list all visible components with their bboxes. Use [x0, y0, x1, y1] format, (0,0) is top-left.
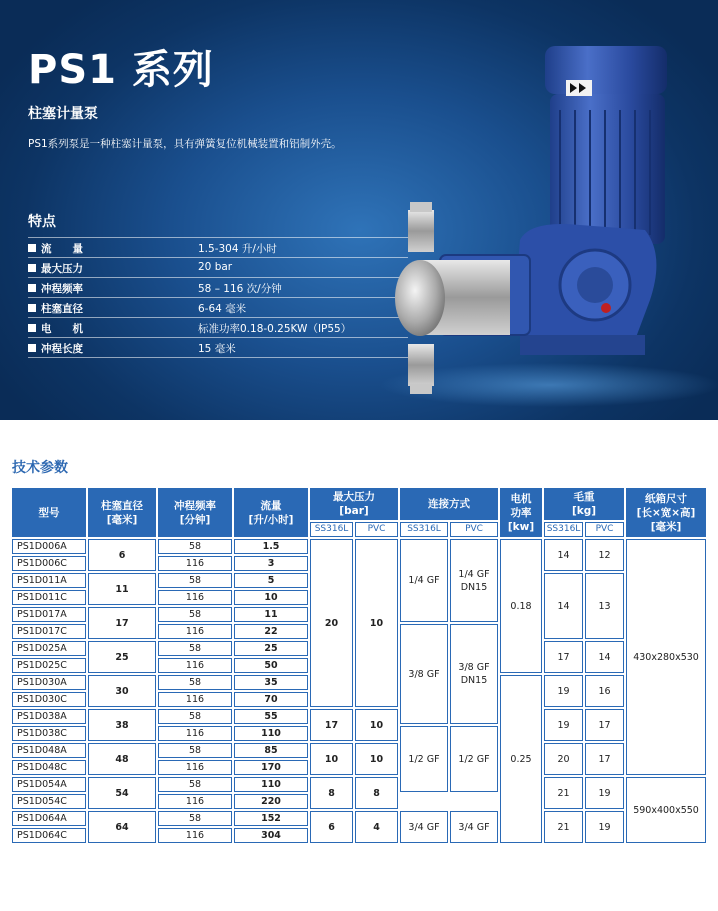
plunger-cell: 54	[88, 777, 156, 809]
model-cell: PS1D011A	[12, 573, 86, 588]
flow-cell: 170	[234, 760, 308, 775]
pressure-pvc-cell: 10	[355, 743, 398, 775]
flow-cell: 85	[234, 743, 308, 758]
motor-cell: 0.25	[500, 675, 542, 843]
model-cell: PS1D030A	[12, 675, 86, 690]
sub-header-ss316l: SS316L	[400, 522, 448, 537]
sub-header-pvc: PVC	[585, 522, 624, 537]
flow-cell: 35	[234, 675, 308, 690]
col-header-box: 纸箱尺寸 [长×宽×高] [毫米]	[626, 488, 706, 537]
model-cell: PS1D054C	[12, 794, 86, 809]
model-cell: PS1D038C	[12, 726, 86, 741]
freq-cell: 58	[158, 777, 232, 792]
conn-ss-cell: 1/4 GF	[400, 539, 448, 622]
conn-ss-cell: 1/2 GF	[400, 726, 448, 792]
model-cell: PS1D038A	[12, 709, 86, 724]
spec-section-title: 技术参数	[12, 460, 68, 476]
model-cell: PS1D048A	[12, 743, 86, 758]
col-header-plunger: 柱塞直径 [毫米]	[88, 488, 156, 537]
conn-pvc-cell: 1/4 GF DN15	[450, 539, 498, 622]
col-header-connection: 连接方式	[400, 488, 498, 520]
bullet-square-icon	[28, 304, 36, 312]
model-cell: PS1D054A	[12, 777, 86, 792]
weight-ss-cell: 14	[544, 539, 583, 571]
feature-row	[28, 277, 408, 297]
flow-cell: 152	[234, 811, 308, 826]
table-row	[12, 777, 706, 792]
pressure-ss-cell: 20	[310, 539, 353, 707]
bullet-square-icon	[28, 244, 36, 252]
plunger-cell: 17	[88, 607, 156, 639]
freq-cell: 116	[158, 590, 232, 605]
plunger-cell: 11	[88, 573, 156, 605]
plunger-cell: 38	[88, 709, 156, 741]
table-row	[12, 811, 706, 826]
flow-cell: 110	[234, 726, 308, 741]
model-cell: PS1D006A	[12, 539, 86, 554]
model-cell: PS1D006C	[12, 556, 86, 571]
flow-cell: 55	[234, 709, 308, 724]
freq-cell: 58	[158, 675, 232, 690]
model-cell: PS1D064C	[12, 828, 86, 843]
freq-cell: 58	[158, 709, 232, 724]
model-cell: PS1D048C	[12, 760, 86, 775]
flow-cell: 50	[234, 658, 308, 673]
weight-pvc-cell: 17	[585, 709, 624, 741]
col-header-flow: 流量 [升/小时]	[234, 488, 308, 537]
weight-ss-cell: 20	[544, 743, 583, 775]
col-header-weight: 毛重 [kg]	[544, 488, 624, 520]
table-row	[12, 743, 706, 758]
flow-cell: 5	[234, 573, 308, 588]
plunger-cell: 48	[88, 743, 156, 775]
flow-cell: 304	[234, 828, 308, 843]
flow-cell: 25	[234, 641, 308, 656]
pressure-pvc-cell: 8	[355, 777, 398, 809]
model-cell: PS1D017C	[12, 624, 86, 639]
pressure-ss-cell: 17	[310, 709, 353, 741]
feature-label: 流 量	[41, 243, 83, 255]
plunger-cell: 25	[88, 641, 156, 673]
box-cell: 590x400x550	[626, 777, 706, 843]
freq-cell: 58	[158, 539, 232, 554]
pressure-pvc-cell: 4	[355, 811, 398, 843]
pressure-pvc-cell: 10	[355, 709, 398, 741]
feature-row	[28, 257, 408, 277]
weight-pvc-cell: 19	[585, 777, 624, 809]
feature-row	[28, 237, 408, 257]
weight-ss-cell: 21	[544, 777, 583, 809]
weight-pvc-cell: 19	[585, 811, 624, 843]
freq-cell: 58	[158, 811, 232, 826]
feature-label: 最大压力	[41, 263, 83, 275]
model-cell: PS1D017A	[12, 607, 86, 622]
feature-value: 20 bar	[198, 261, 233, 273]
feature-label: 冲程频率	[41, 283, 83, 295]
col-header-motor: 电机 功率 [kw]	[500, 488, 542, 537]
flow-cell: 3	[234, 556, 308, 571]
weight-pvc-cell: 13	[585, 573, 624, 639]
conn-ss-cell: 3/4 GF	[400, 811, 448, 843]
weight-pvc-cell: 17	[585, 743, 624, 775]
feature-label: 冲程长度	[41, 343, 83, 355]
sub-header-ss316l: SS316L	[310, 522, 353, 537]
spec-table	[10, 486, 708, 845]
freq-cell: 116	[158, 556, 232, 571]
freq-cell: 58	[158, 573, 232, 588]
flow-cell: 11	[234, 607, 308, 622]
conn-ss-cell: 3/8 GF	[400, 624, 448, 724]
model-cell: PS1D030C	[12, 692, 86, 707]
freq-cell: 116	[158, 794, 232, 809]
freq-cell: 116	[158, 624, 232, 639]
feature-row	[28, 337, 408, 358]
pressure-ss-cell: 10	[310, 743, 353, 775]
weight-ss-cell: 14	[544, 573, 583, 639]
feature-row	[28, 297, 408, 317]
model-cell: PS1D025A	[12, 641, 86, 656]
freq-cell: 58	[158, 607, 232, 622]
freq-cell: 116	[158, 726, 232, 741]
pressure-pvc-cell: 10	[355, 539, 398, 707]
feature-value: 15 毫米	[198, 343, 236, 355]
pressure-ss-cell: 8	[310, 777, 353, 809]
weight-ss-cell: 19	[544, 675, 583, 707]
feature-label: 柱塞直径	[41, 303, 83, 315]
pump-product-image	[380, 40, 718, 420]
weight-ss-cell: 19	[544, 709, 583, 741]
product-subtitle: 柱塞计量泵	[28, 106, 98, 122]
weight-ss-cell: 21	[544, 811, 583, 843]
flow-cell: 70	[234, 692, 308, 707]
freq-cell: 116	[158, 658, 232, 673]
sub-header-ss316l: SS316L	[544, 522, 583, 537]
plunger-cell: 6	[88, 539, 156, 571]
sub-header-pvc: PVC	[450, 522, 498, 537]
col-header-model: 型号	[12, 488, 86, 537]
col-header-frequency: 冲程频率 [分钟]	[158, 488, 232, 537]
flow-cell: 10	[234, 590, 308, 605]
sub-header-pvc: PVC	[355, 522, 398, 537]
freq-cell: 116	[158, 760, 232, 775]
freq-cell: 58	[158, 641, 232, 656]
bullet-square-icon	[28, 324, 36, 332]
bullet-square-icon	[28, 284, 36, 292]
plunger-cell: 30	[88, 675, 156, 707]
feature-label: 电 机	[41, 323, 83, 335]
feature-row	[28, 317, 408, 337]
motor-cell: 0.18	[500, 539, 542, 673]
table-row	[12, 709, 706, 724]
weight-ss-cell: 17	[544, 641, 583, 673]
feature-value: 1.5-304 升/小时	[198, 243, 277, 255]
conn-pvc-cell: 3/8 GF DN15	[450, 624, 498, 724]
product-description: PS1系列泵是一种柱塞计量泵，具有弹簧复位机械装置和铝制外壳。	[28, 138, 342, 150]
bullet-square-icon	[28, 344, 36, 352]
bullet-square-icon	[28, 264, 36, 272]
features-list	[28, 237, 408, 358]
conn-pvc-cell: 3/4 GF	[450, 811, 498, 843]
freq-cell: 116	[158, 692, 232, 707]
feature-value: 标准功率0.18-0.25KW（IP55）	[198, 323, 352, 335]
model-cell: PS1D011C	[12, 590, 86, 605]
flow-cell: 110	[234, 777, 308, 792]
freq-cell: 116	[158, 828, 232, 843]
table-row	[12, 539, 706, 554]
weight-pvc-cell: 14	[585, 641, 624, 673]
hero-banner	[0, 0, 718, 420]
features-title: 特点	[28, 214, 56, 230]
page-title: PS1 系列	[28, 47, 214, 93]
flow-cell: 22	[234, 624, 308, 639]
conn-pvc-cell: 1/2 GF	[450, 726, 498, 792]
flow-cell: 1.5	[234, 539, 308, 554]
box-cell: 430x280x530	[626, 539, 706, 775]
pressure-ss-cell: 6	[310, 811, 353, 843]
freq-cell: 58	[158, 743, 232, 758]
plunger-cell: 64	[88, 811, 156, 843]
model-cell: PS1D064A	[12, 811, 86, 826]
feature-value: 6-64 毫米	[198, 303, 247, 315]
flow-cell: 220	[234, 794, 308, 809]
weight-pvc-cell: 16	[585, 675, 624, 707]
feature-value: 58 – 116 次/分钟	[198, 283, 282, 295]
weight-pvc-cell: 12	[585, 539, 624, 571]
model-cell: PS1D025C	[12, 658, 86, 673]
col-header-pressure: 最大压力 [bar]	[310, 488, 398, 520]
